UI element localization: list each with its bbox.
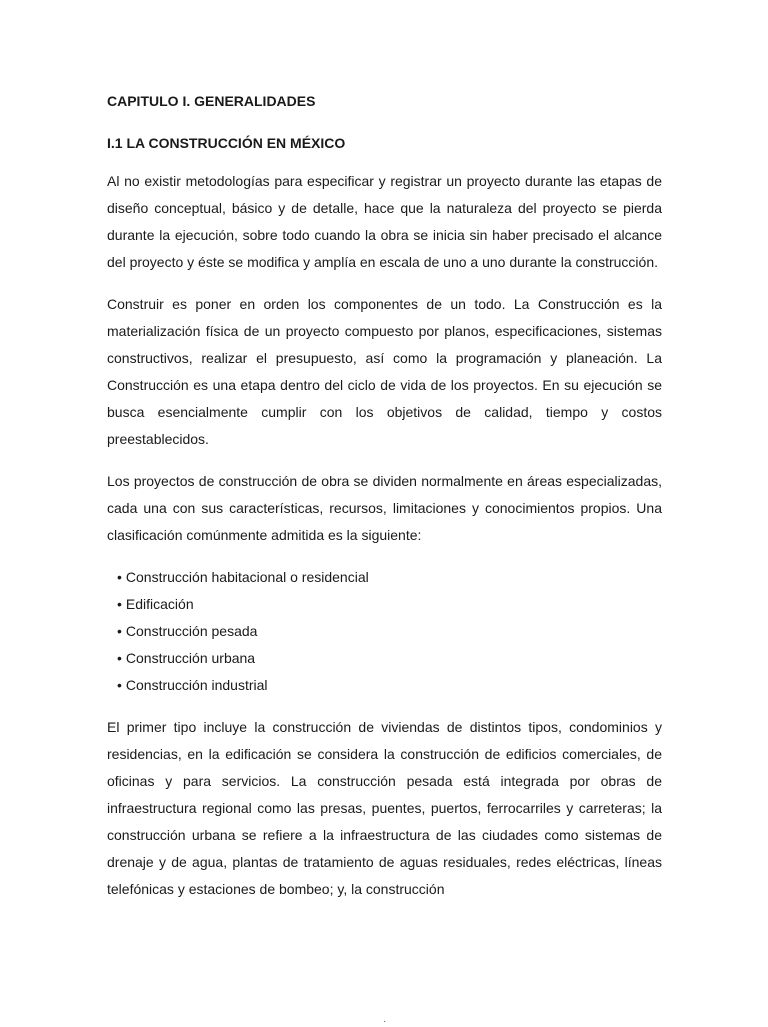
list-item [117, 645, 662, 672]
construction-types-list [117, 564, 662, 699]
list-item-label: Edificación [125, 596, 194, 612]
bullet-icon: • [117, 623, 122, 639]
bullet-icon: • [117, 677, 122, 693]
list-item [117, 618, 662, 645]
list-item [117, 672, 662, 699]
bullet-icon: • [117, 650, 122, 666]
bullet-icon: • [117, 596, 122, 612]
list-item-label: Construcción pesada [125, 623, 258, 639]
list-item [117, 564, 662, 591]
chapter-heading: CAPITULO I. GENERALIDADES [107, 93, 316, 109]
section-heading: I.1 LA CONSTRUCCIÓN EN MÉXICO [107, 135, 346, 151]
document-page [107, 92, 662, 903]
paragraph-4: El primer tipo incluye la construcción de viviendas de distintos tipos, condominios y residencias, en la edificación se considera la construcción de edificios comerciales, de oficinas y para servicios. La construcción pesada está integrada por obras de infraestructura regional como las presas, puentes, puertos, ferrocarriles y carreteras; la construcción urbana se refiere a la infraestructura de las ciudades como sistemas de drenaje y de agua, plantas de tratamiento de aguas residuales, redes eléctricas, líneas telefónicas y estaciones de bombeo; y, la construcción [107, 719, 662, 897]
list-item [117, 591, 662, 618]
paragraph-2: Construir es poner en orden los componentes de un todo. La Construcción es la materialización física de un proyecto compuesto por planos, especificaciones, sistemas constructivos, realizar el presupuesto, así como la programación y planeación. La Construcción es una etapa dentro del ciclo de vida de los proyectos. En su ejecución se busca esencialmente cumplir con los objetivos de calidad, tiempo y costos preestablecidos. [107, 296, 662, 447]
list-item-label: Construcción industrial [125, 677, 268, 693]
bullet-icon: • [117, 569, 122, 585]
list-item-label: Construcción habitacional o residencial [125, 569, 369, 585]
paragraph-3: Los proyectos de construcción de obra se dividen normalmente en áreas especializadas, cada una con sus características, recursos, limitaciones y conocimientos propios. Una clasificación comúnmente admitida es la siguiente: [107, 473, 662, 543]
page-number-mark: · [383, 1016, 387, 1027]
list-item-label: Construcción urbana [125, 650, 256, 666]
paragraph-1: Al no existir metodologías para especificar y registrar un proyecto durante las etapas de diseño conceptual, básico y de detalle, hace que la naturaleza del proyecto se pierda durante la ejecución, sobre todo cuando la obra se inicia sin haber precisado el alcance del proyecto y éste se modifica y amplía en escala de uno a uno durante la construcción. [107, 173, 662, 270]
